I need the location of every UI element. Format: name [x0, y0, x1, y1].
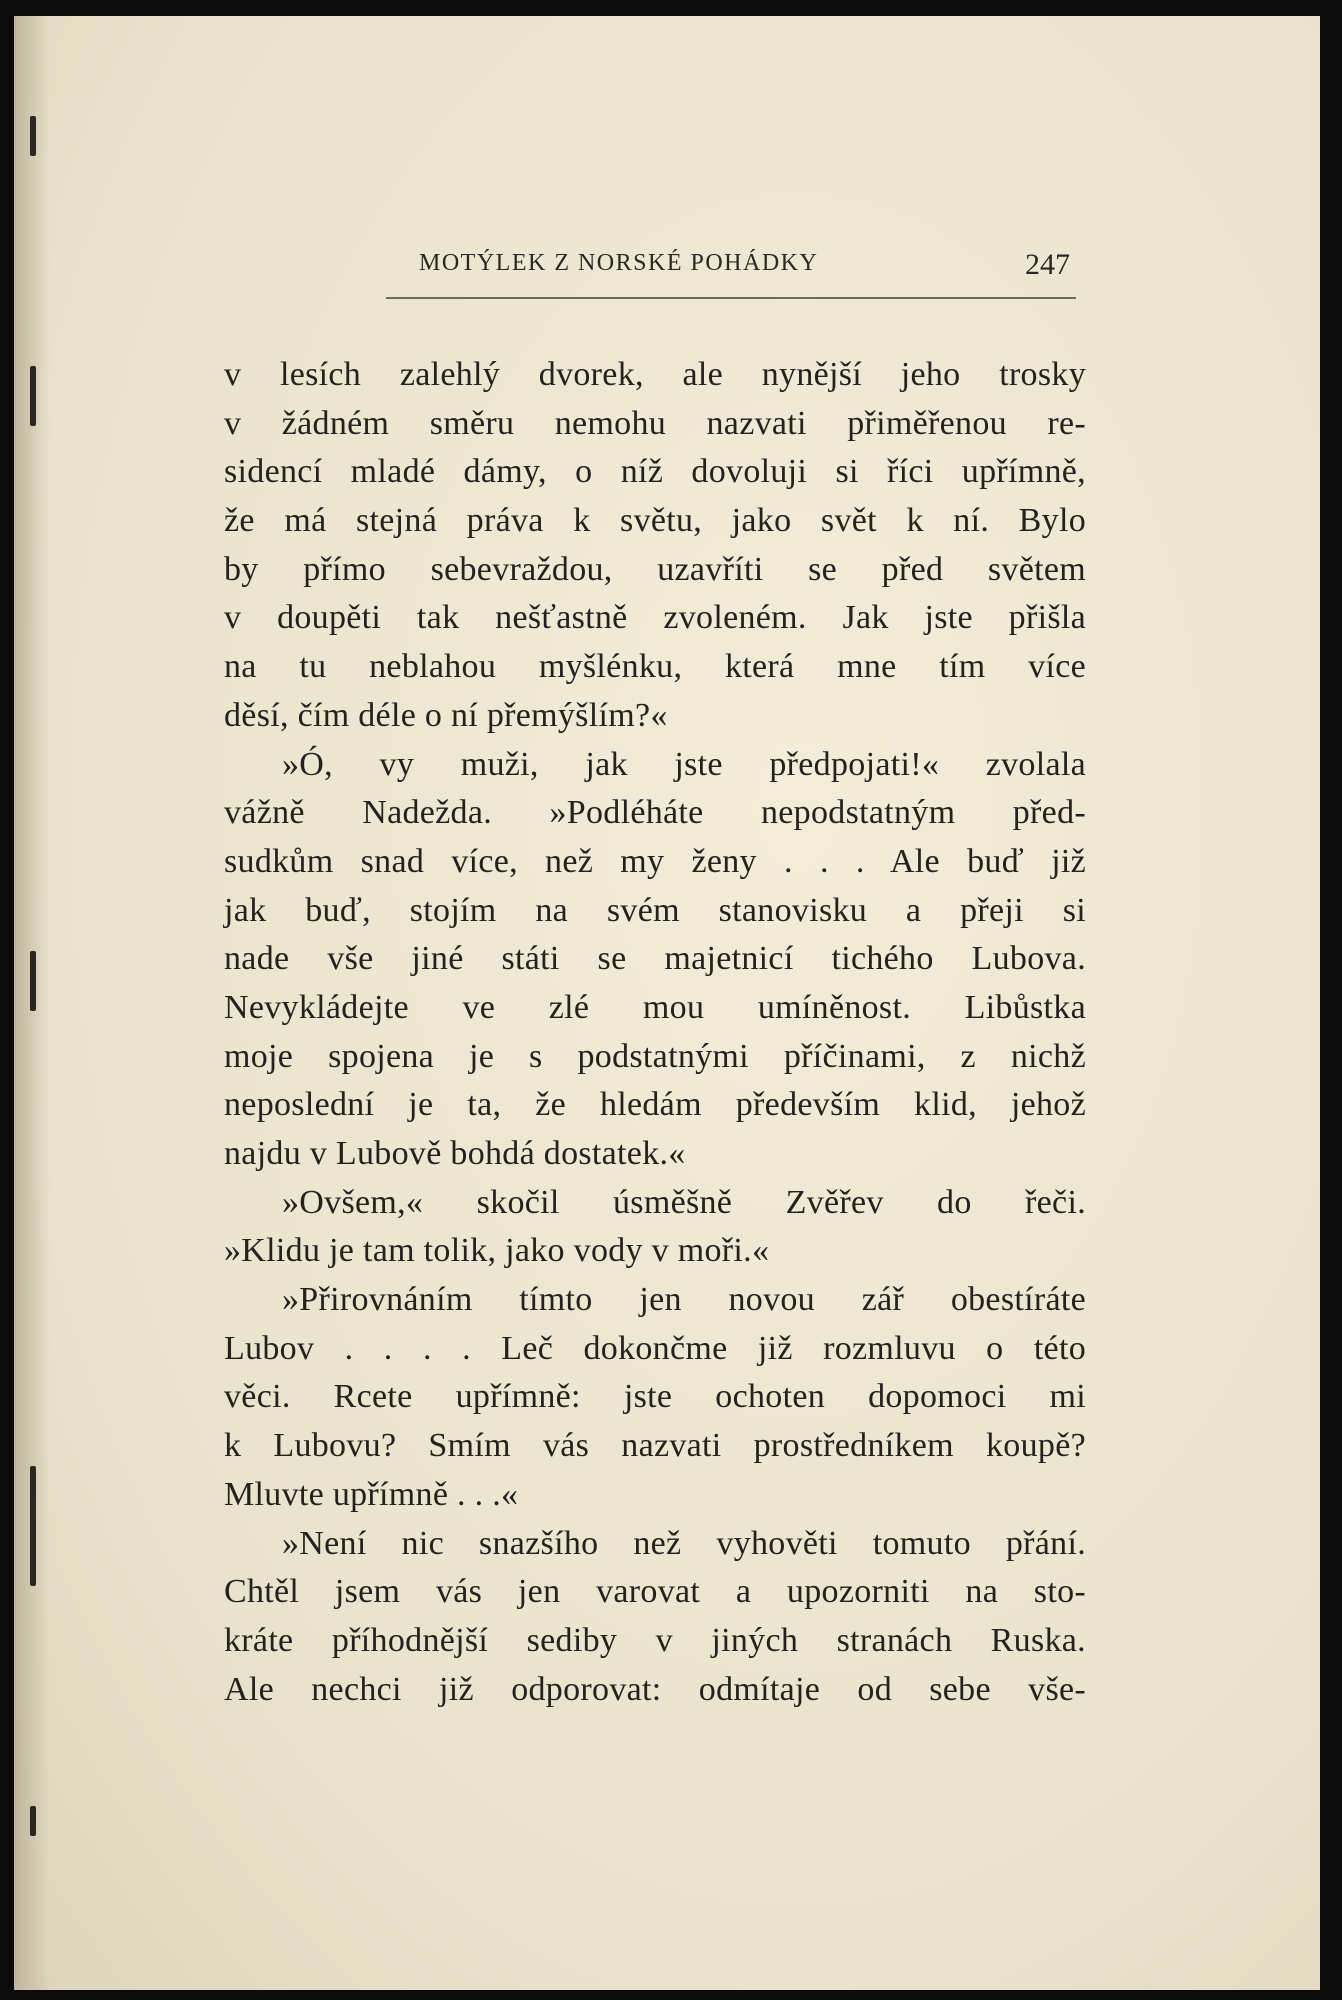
running-title: MOTÝLEK Z NORSKÉ POHÁDKY	[419, 250, 819, 276]
text-line: jak buď, stojím na svém stanovisku a přeji si	[224, 891, 1086, 929]
text-line: vážně Nadežda. »Podléháte nepodstatným před-	[224, 794, 1086, 832]
text-line: věci. Rcete upřímně: jste ochoten dopomoci mi	[224, 1378, 1086, 1416]
page-number: 247	[1025, 248, 1070, 281]
text-line: k Lubovu? Smím vás nazvati prostředníkem koupě?	[224, 1427, 1086, 1465]
text-line: v doupěti tak nešťastně zvoleném. Jak jste přišla	[224, 599, 1086, 637]
text-line: »Ovšem,« skočil úsměšně Zvěřev do řeči.	[282, 1183, 1086, 1221]
gutter-mark	[30, 116, 36, 156]
text-line: na tu neblahou myšlénku, která mne tím více	[224, 648, 1086, 686]
text-line: Ale nechci již odporovat: odmítaje od sebe vše-	[224, 1670, 1086, 1708]
text-line: Nevykládejte ve zlé mou umíněnost. Libůstka	[224, 988, 1086, 1026]
running-head	[214, 248, 1094, 294]
gutter-mark	[30, 366, 36, 426]
text-line: »Ó, vy muži, jak jste předpojati!« zvolala	[282, 745, 1086, 783]
text-line: »Klidu je tam tolik, jako vody v moři.«	[224, 1232, 770, 1270]
text-line: Chtěl jsem vás jen varovat a upozorniti na sto-	[224, 1573, 1086, 1611]
gutter-mark	[30, 1806, 36, 1836]
text-line: že má stejná práva k světu, jako svět k ní. Bylo	[224, 502, 1086, 540]
text-line: Mluvte upřímně . . .«	[224, 1475, 519, 1513]
text-line: děsí, čím déle o ní přemýšlím?«	[224, 696, 668, 734]
text-line: by přímo sebevraždou, uzavříti se před světem	[224, 550, 1086, 588]
gutter-mark	[30, 951, 36, 1011]
text-line: moje spojena je s podstatnými příčinami, z nichž	[224, 1037, 1086, 1075]
text-line: v žádném směru nemohu nazvati přiměřenou re-	[224, 404, 1086, 442]
text-line: »Není nic snazšího než vyhověti tomuto přání.	[282, 1524, 1086, 1562]
text-line: sidencí mladé dámy, o níž dovoluji si říci upřímně,	[224, 453, 1086, 491]
text-line: v lesích zalehlý dvorek, ale nynější jeho trosky	[224, 356, 1086, 393]
text-line: nade vše jiné státi se majetnicí tichého Lubova.	[224, 940, 1086, 978]
text-line: najdu v Lubově bohdá dostatek.«	[224, 1135, 686, 1172]
text-line: sudkům snad více, než my ženy . . . Ale buď již	[224, 842, 1086, 880]
header-rule	[386, 297, 1076, 299]
book-page	[14, 16, 1320, 1990]
text-line: kráte příhodnější sediby v jiných stranách Ruska.	[224, 1621, 1086, 1659]
gutter-mark	[30, 1466, 36, 1586]
body-text	[224, 351, 1086, 1714]
text-line: neposlední je ta, že hledám především klid, jehož	[224, 1086, 1086, 1124]
text-line: »Přirovnáním tímto jen novou zář obestíráte	[282, 1281, 1086, 1319]
text-line: Lubov . . . . Leč dokončme již rozmluvu o této	[224, 1329, 1086, 1367]
